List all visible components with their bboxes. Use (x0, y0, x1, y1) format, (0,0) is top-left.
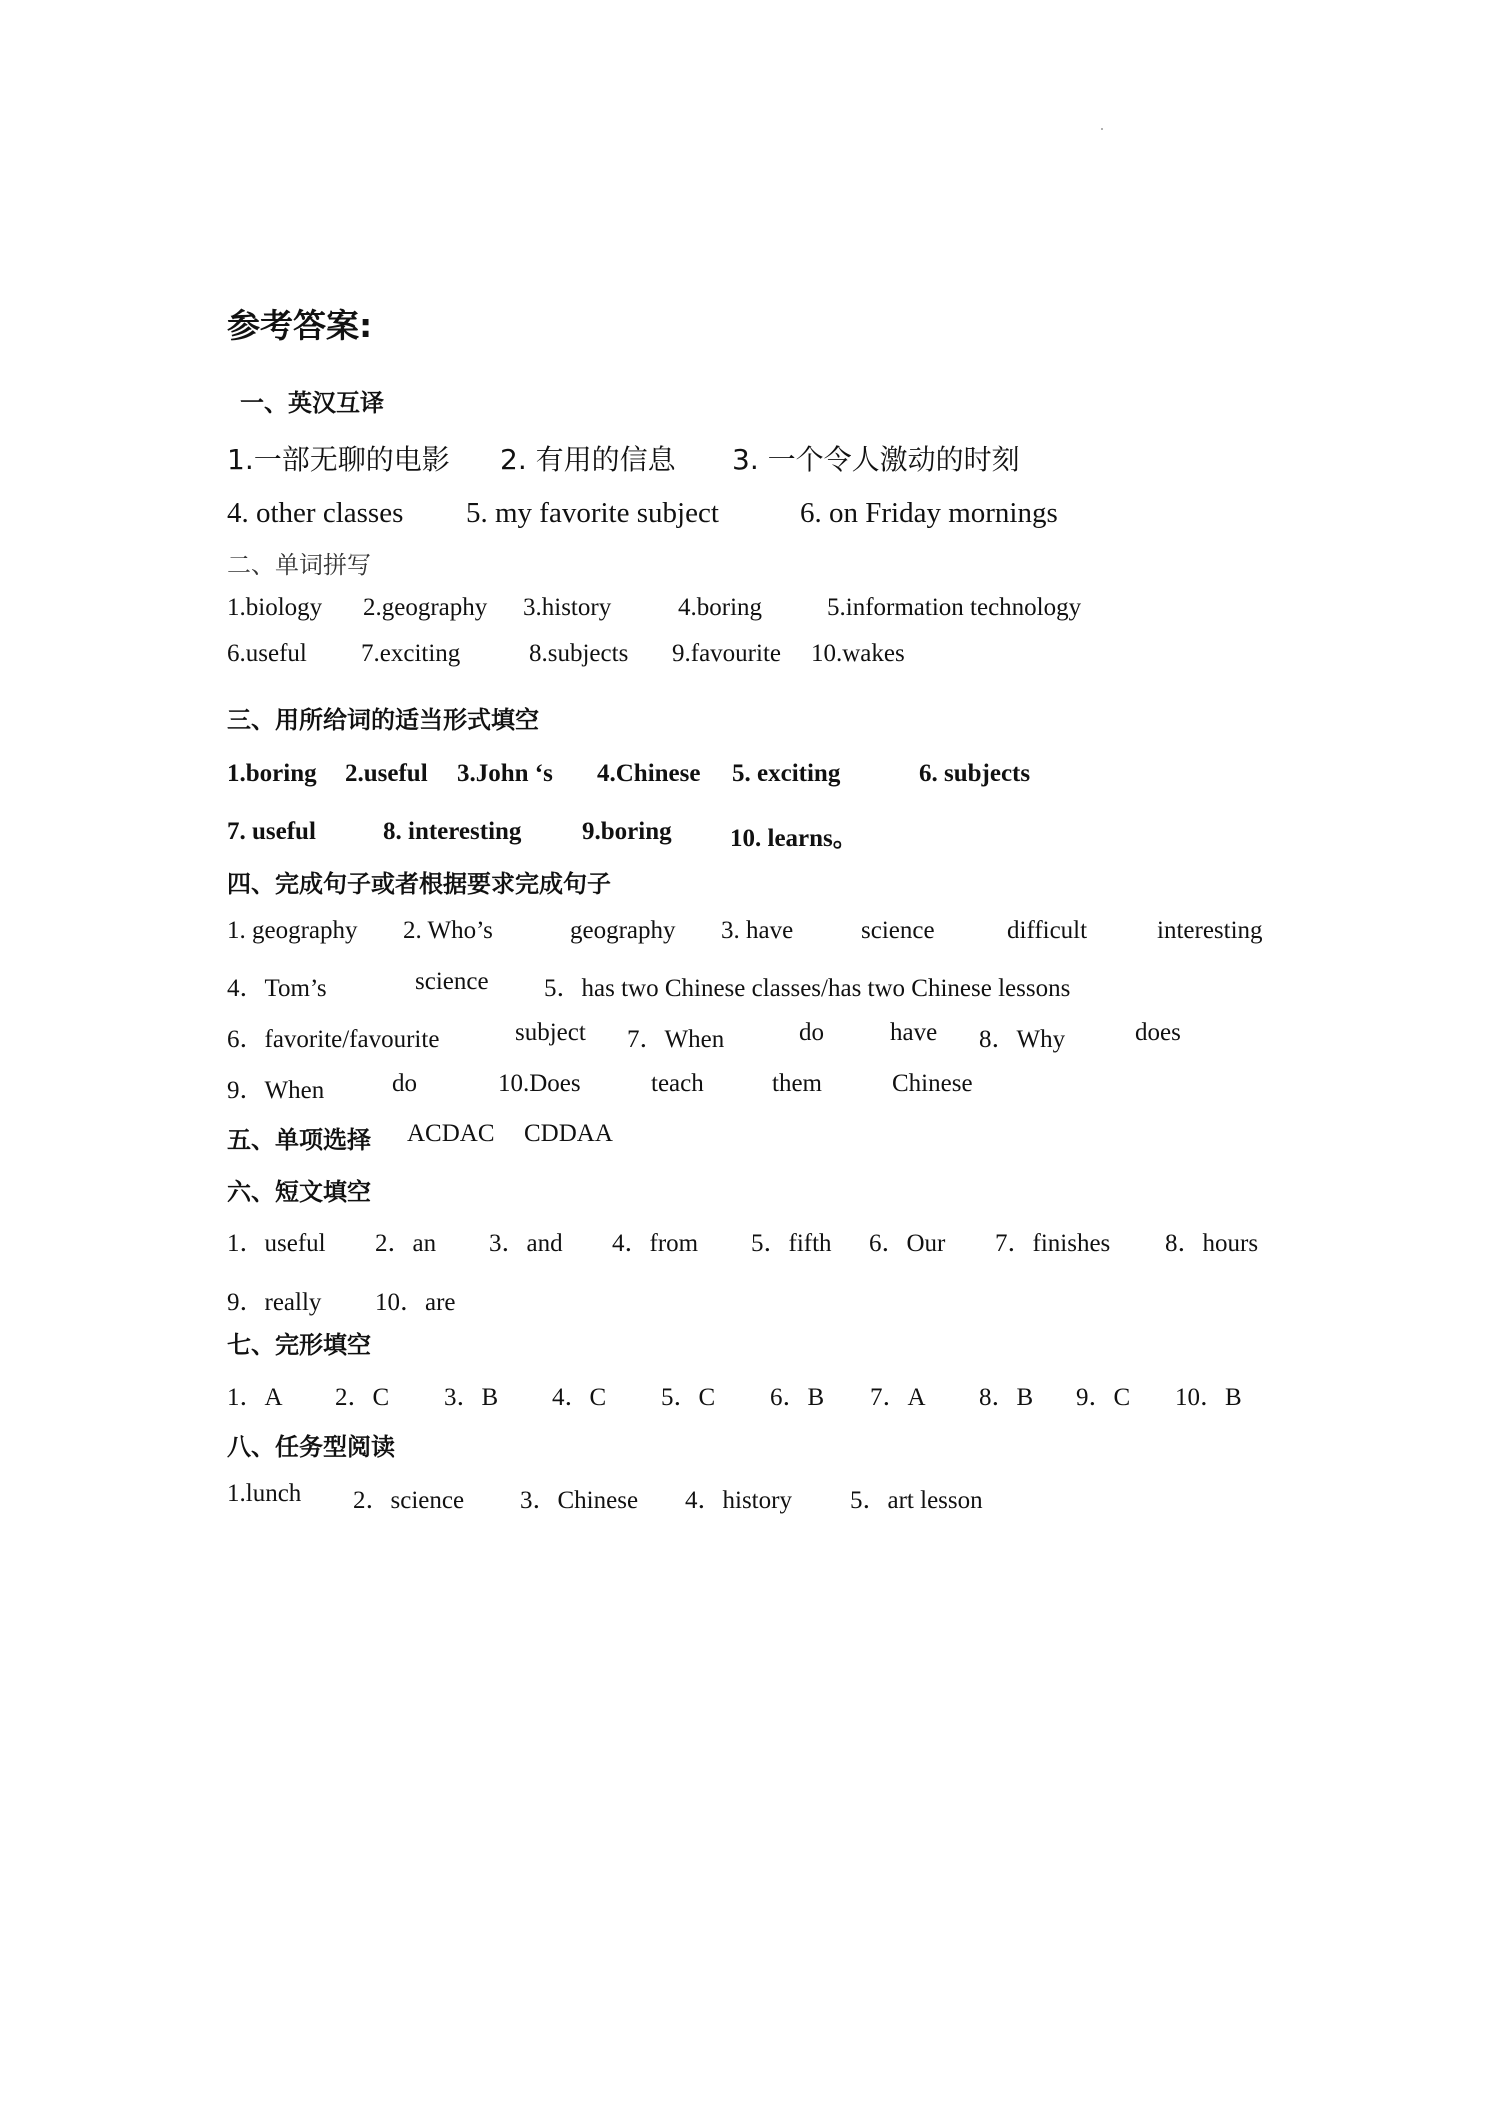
section-2-heading: 二、单词拼写 (227, 551, 371, 579)
answer-item: difficult (1007, 917, 1088, 944)
page-title: 参考答案: (227, 306, 373, 345)
section-1-heading: 一、英汉互译 (240, 389, 384, 417)
answer-item: 10．are (375, 1289, 456, 1316)
answer-item: 7．When (627, 1026, 725, 1053)
answer-item: 8．Why (979, 1026, 1066, 1053)
answer-item: 2. Who’s (403, 917, 493, 944)
answer-item: 3．and (489, 1230, 563, 1257)
answer-item: 8．B (979, 1384, 1034, 1411)
answer-item: 4.boring (678, 594, 763, 621)
answer-item: 4. other classes (227, 497, 404, 529)
answer-item: 2．science (353, 1487, 465, 1514)
answer-item: 1.boring (227, 760, 317, 787)
answer-item: 3．B (444, 1384, 499, 1411)
answer-item: geography (570, 917, 676, 944)
answer-item: 7. useful (227, 818, 316, 845)
answer-item: 1.一部无聊的电影 (227, 443, 450, 476)
answer-item: ACDAC (407, 1120, 495, 1147)
answer-item: 6．B (770, 1384, 825, 1411)
answer-item: 7．A (870, 1384, 926, 1411)
answer-item: 1. geography (227, 917, 358, 944)
answer-item: 10．B (1175, 1384, 1242, 1411)
answer-item: 4.Chinese (597, 760, 701, 787)
section-3-heading: 三、用所给词的适当形式填空 (227, 706, 539, 734)
answer-item: 5.information technology (827, 594, 1082, 621)
answer-item: 3. have (721, 917, 794, 944)
stray-dot (1101, 128, 1103, 130)
answer-item: 5．C (661, 1384, 716, 1411)
answer-item: 2.useful (345, 760, 428, 787)
answer-item: 9.boring (582, 818, 672, 845)
answer-item: science (415, 968, 489, 995)
answer-item: CDDAA (524, 1120, 613, 1147)
answer-item: 4．C (552, 1384, 607, 1411)
answer-item: 1.biology (227, 594, 323, 621)
answer-item: science (861, 917, 935, 944)
answer-item: them (772, 1070, 822, 1097)
answer-item: do (799, 1019, 824, 1046)
answer-item: 6.useful (227, 640, 307, 667)
answer-item: 8. interesting (383, 818, 522, 845)
answer-item: 9.favourite (672, 640, 781, 667)
answer-item: 5．art lesson (850, 1487, 983, 1514)
answer-item: 10.Does (498, 1070, 581, 1097)
answer-item: 6. on Friday mornings (800, 497, 1058, 529)
answer-item: 5．has two Chinese classes/has two Chinese lessons (544, 975, 1071, 1002)
answer-item: 2．C (335, 1384, 390, 1411)
answer-item: 10. learns。 (730, 825, 858, 852)
section-8-heading: 八、任务型阅读 (227, 1433, 395, 1461)
answer-item: 3.John ‘s (457, 760, 553, 787)
answer-item: 2. 有用的信息 (500, 443, 676, 476)
answer-item: 5．fifth (751, 1230, 832, 1257)
answer-item: 8.subjects (529, 640, 629, 667)
answer-item: Chinese (892, 1070, 973, 1097)
answer-item: 3.history (523, 594, 612, 621)
answer-item: does (1135, 1019, 1181, 1046)
answer-item: have (890, 1019, 938, 1046)
answer-item: 6．Our (869, 1230, 946, 1257)
answer-item: 5. exciting (732, 760, 841, 787)
answer-item: 7.exciting (361, 640, 461, 667)
answer-item: interesting (1157, 917, 1263, 944)
answer-item: 5. my favorite subject (466, 497, 719, 529)
answer-item: 9．When (227, 1077, 325, 1104)
section-5-heading: 五、单项选择 (227, 1126, 371, 1154)
answer-item: do (392, 1070, 417, 1097)
section-4-heading: 四、完成句子或者根据要求完成句子 (227, 870, 611, 898)
answer-item: 8．hours (1165, 1230, 1259, 1257)
answer-item: teach (651, 1070, 704, 1097)
answer-item: 2．an (375, 1230, 437, 1257)
answer-item: subject (515, 1019, 586, 1046)
answer-item: 6．favorite/favourite (227, 1026, 440, 1053)
answer-item: 9．C (1076, 1384, 1131, 1411)
answer-item: 6. subjects (919, 760, 1031, 787)
answer-item: 4．from (612, 1230, 699, 1257)
section-6-heading: 六、短文填空 (227, 1178, 371, 1206)
answer-item: 4．history (685, 1487, 792, 1514)
answer-item: 4．Tom’s (227, 975, 327, 1002)
answer-item: 1．useful (227, 1230, 326, 1257)
answer-item: 3. 一个令人激动的时刻 (732, 443, 1020, 476)
answer-item: 3．Chinese (520, 1487, 639, 1514)
answer-item: 2.geography (363, 594, 488, 621)
answer-item: 1．A (227, 1384, 283, 1411)
answer-item: 1.lunch (227, 1480, 302, 1507)
answer-item: 9．really (227, 1289, 322, 1316)
answer-item: 10.wakes (811, 640, 905, 667)
answer-item: 7．finishes (995, 1230, 1111, 1257)
section-7-heading: 七、完形填空 (227, 1331, 371, 1359)
